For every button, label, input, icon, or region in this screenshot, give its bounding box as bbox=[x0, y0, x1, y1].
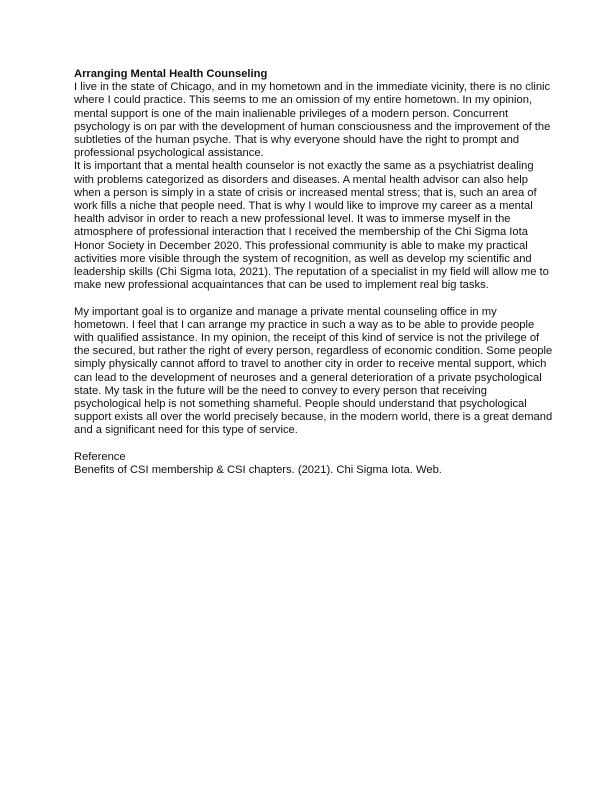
paragraph-2: It is important that a mental health counselor is not exactly the same as a psychiatrist dealing with problems categorized as disorders and diseases. A mental health advisor can also help when a person is simply in a state of crisis or increased mental stress; that is, such an area of work fills a niche that people need. That is why I would like to improve my career as a mental health advisor in order to reach a new professional level. It was to immerse myself in the atmosphere of professional interaction that I received the membership of the Chi Sigma Iota Honor Society in December 2020. This professional community is able to make my practical activities more visible through the system of recognition, as well as develop my scientific and leadership skills (Chi Sigma Iota, 2021). The reputation of a specialist in my field will allow me to make new professional acquaintances that can be used to implement real big tasks. bbox=[74, 160, 549, 292]
document-title: Arranging Mental Health Counseling bbox=[74, 68, 268, 80]
paragraph-spacer bbox=[74, 292, 554, 305]
reference-entry: Benefits of CSI membership & CSI chapters. (2021). Chi Sigma Iota. Web. bbox=[74, 464, 442, 477]
paragraph-1: I live in the state of Chicago, and in my hometown and in the immediate vicinity, there is no clinic where I could practice. This seems to me an omission of my entire hometown. In my opinion, mental support is one of the main inalienable privileges of a modern person. Concurrent psychology is on par with the development of human consciousness and the improvement of the subtleties of the human psyche. That is why everyone should have the right to prompt and professional psychological assistance. bbox=[74, 81, 551, 160]
reference-heading: Reference bbox=[74, 450, 126, 463]
paragraph-spacer bbox=[74, 438, 554, 451]
paragraph-3: My important goal is to organize and manage a private mental counseling office in my hometown. I feel that I can arrange my practice in such a way as to be able to provide people with qualified assistance. In my opinion, the receipt of this kind of service is not the privilege of the secured, but rather the right of every person, regardless of economic condition. Some people simply physically cannot afford to travel to another city in order to receive mental support, which can lead to the development of neuroses and a general deterioration of a private psychological state. My task in the future will be the need to convey to every person that receiving psychological help is not something shameful. People should understand that psychological support exists all over the world precisely because, in the modern world, there is a great demand and a significant need for this type of service. bbox=[74, 305, 553, 437]
document-page bbox=[74, 68, 554, 477]
